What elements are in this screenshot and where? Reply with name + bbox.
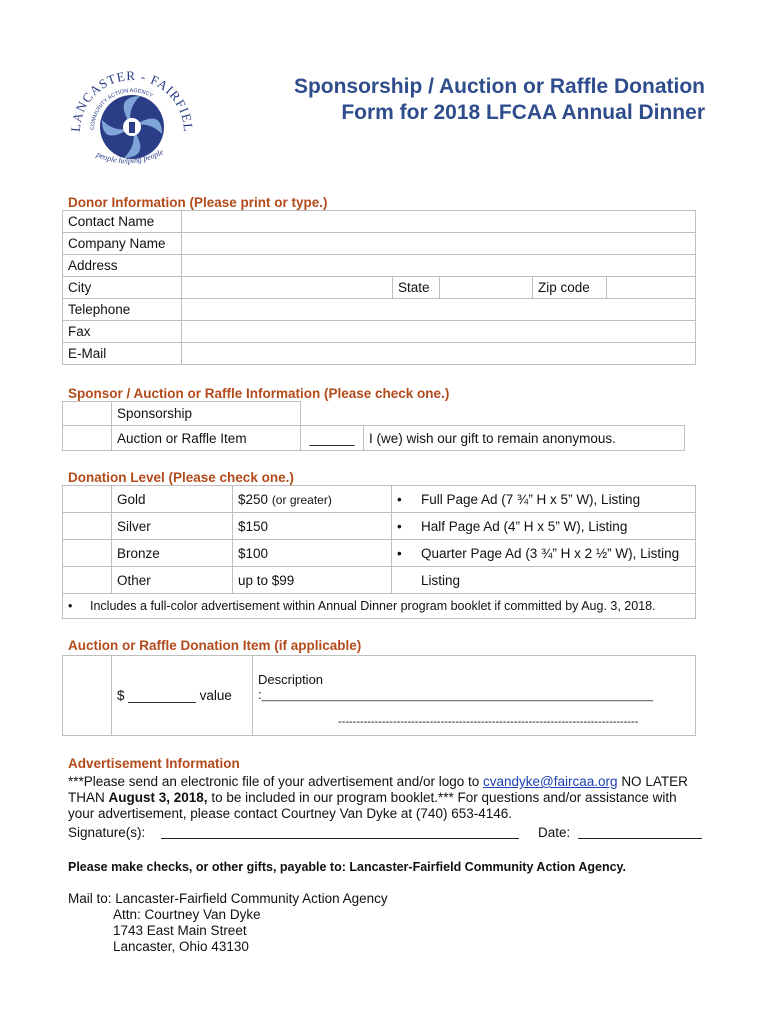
title-line-2: Form for 2018 LFCAA Annual Dinner (341, 101, 705, 124)
anonymous-label: I (we) wish our gift to remain anonymous. (364, 426, 685, 451)
telephone-field[interactable] (182, 299, 696, 321)
city-field[interactable] (182, 277, 393, 299)
item-checkbox[interactable] (63, 656, 112, 736)
item-heading: Auction or Raffle Donation Item (if applicable) (68, 638, 362, 653)
mail-address: Mail to: Lancaster-Fairfield Community Action Agency Attn: Courtney Van Dyke 1743 East Main Street Lancaster, Ohio 43130 (68, 891, 388, 954)
zip-label: Zip code (533, 277, 607, 299)
level-benefit: • Quarter Page Ad (3 ¾” H x 2 ½” W), Listing (392, 540, 696, 567)
level-name: Silver (112, 513, 233, 540)
address-label: Address (63, 255, 182, 277)
level-amount: $150 (233, 513, 392, 540)
levels-table (62, 485, 696, 619)
sponsor-table (62, 401, 685, 451)
auction-checkbox[interactable] (63, 426, 112, 451)
zip-field[interactable] (607, 277, 696, 299)
level-benefit: • Full Page Ad (7 ¾” H x 5” W), Listing (392, 486, 696, 513)
title-line-1: Sponsorship / Auction or Raffle Donation (293, 75, 705, 98)
level-amount: up to $99 (233, 567, 392, 594)
auction-label: Auction or Raffle Item (112, 426, 301, 451)
sponsorship-label: Sponsorship (112, 402, 301, 426)
contact-label: Contact Name (63, 211, 182, 233)
date-label: Date: (538, 825, 571, 840)
state-label: State (393, 277, 440, 299)
payable-note: Please make checks, or other gifts, payable to: Lancaster-Fairfield Community Action Agency. (68, 860, 627, 874)
level-name: Bronze (112, 540, 233, 567)
signature-label: Signature(s): (68, 825, 146, 840)
fax-field[interactable] (182, 321, 696, 343)
item-table (62, 655, 696, 736)
state-field[interactable] (440, 277, 533, 299)
logo-inner-text: COMMUNITY ACTION AGENCY (89, 87, 154, 131)
logo-tagline: people helping people (95, 147, 165, 166)
form-title (200, 74, 705, 126)
level-benefit: Listing (392, 567, 696, 594)
email-label: E-Mail (63, 343, 182, 365)
ad-heading: Advertisement Information (68, 756, 240, 771)
bronze-checkbox[interactable] (63, 540, 112, 567)
item-value[interactable]: $ _________ value (112, 656, 253, 736)
agency-logo (62, 52, 202, 182)
donor-table (62, 210, 696, 365)
levels-heading: Donation Level (Please check one.) (68, 470, 294, 485)
level-benefit: • Half Page Ad (4” H x 5” W), Listing (392, 513, 696, 540)
email-field[interactable] (182, 343, 696, 365)
level-amount: $250 (or greater) (233, 486, 392, 513)
sponsor-heading: Sponsor / Auction or Raffle Information (Please check one.) (68, 386, 450, 401)
fax-label: Fax (63, 321, 182, 343)
silver-checkbox[interactable] (63, 513, 112, 540)
anonymous-blank[interactable]: ______ (301, 426, 364, 451)
signature-line[interactable] (161, 838, 519, 839)
date-line[interactable] (578, 838, 702, 839)
telephone-label: Telephone (63, 299, 182, 321)
other-checkbox[interactable] (63, 567, 112, 594)
contact-field[interactable] (182, 211, 696, 233)
address-field[interactable] (182, 255, 696, 277)
sponsorship-checkbox[interactable] (63, 402, 112, 426)
level-name: Gold (112, 486, 233, 513)
company-field[interactable] (182, 233, 696, 255)
item-description[interactable]: Description :________________________________________________________________ ---------------------------------------------------------------------------------- (253, 656, 696, 736)
level-amount: $100 (233, 540, 392, 567)
gold-checkbox[interactable] (63, 486, 112, 513)
ad-instructions: ***Please send an electronic file of your advertisement and/or logo to cvandyke@faircaa.org NO LATER THAN August 3, 2018, to be included in our program booklet.*** For questions and/or assistance with your advertisement, please contact Courtney Van Dyke at (740) 653-4146. (68, 774, 688, 821)
levels-footnote: • Includes a full-color advertisement within Annual Dinner program booklet if committed by Aug. 3, 2018. (63, 594, 696, 619)
city-label: City (63, 277, 182, 299)
logo-ring-text: LANCASTER - FAIRFIEL (67, 67, 197, 133)
company-label: Company Name (63, 233, 182, 255)
level-name: Other (112, 567, 233, 594)
email-link[interactable]: cvandyke@faircaa.org (483, 774, 618, 789)
donor-heading: Donor Information (Please print or type.) (68, 195, 328, 210)
